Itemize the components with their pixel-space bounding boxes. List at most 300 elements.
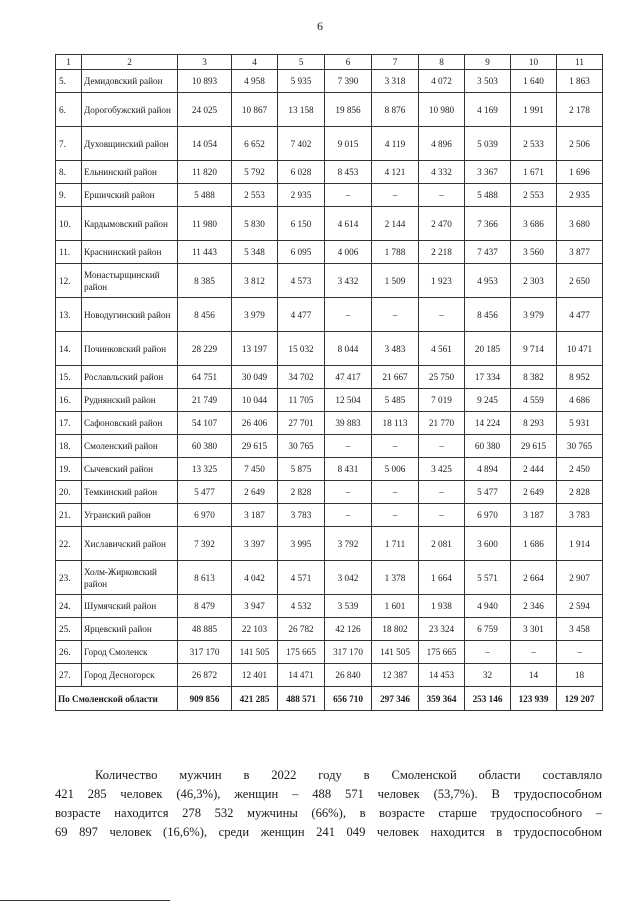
row-number-cell: 24.	[56, 595, 82, 618]
value-cell: –	[325, 435, 372, 458]
value-cell: 4 332	[419, 161, 465, 184]
table-row	[56, 93, 603, 127]
value-cell: 2 650	[557, 264, 603, 298]
value-cell: 12 504	[325, 389, 372, 412]
row-number-cell: 20.	[56, 481, 82, 504]
value-cell: 4 573	[278, 264, 325, 298]
total-cell: 488 571	[278, 687, 325, 711]
table-row	[56, 241, 603, 264]
value-cell: 29 615	[232, 435, 278, 458]
value-cell: 25 750	[419, 366, 465, 389]
district-name-cell: Город Смоленск	[82, 641, 178, 664]
value-cell: 4 072	[419, 70, 465, 93]
value-cell: –	[419, 184, 465, 207]
column-header: 6	[325, 55, 372, 70]
value-cell: 4 119	[372, 127, 419, 161]
row-number-cell: 19.	[56, 458, 82, 481]
value-cell: 6 028	[278, 161, 325, 184]
district-name-cell: Шумячский район	[82, 595, 178, 618]
row-number-cell: 7.	[56, 127, 82, 161]
value-cell: 7 019	[419, 389, 465, 412]
value-cell: 175 665	[278, 641, 325, 664]
total-row	[56, 687, 603, 711]
value-cell: 7 366	[465, 207, 511, 241]
total-cell: 297 346	[372, 687, 419, 711]
value-cell: 32	[465, 664, 511, 687]
value-cell: 2 664	[511, 561, 557, 595]
district-name-cell: Ярцевский район	[82, 618, 178, 641]
row-number-cell: 26.	[56, 641, 82, 664]
value-cell: 8 876	[372, 93, 419, 127]
row-number-cell: 12.	[56, 264, 82, 298]
value-cell: 13 197	[232, 332, 278, 366]
value-cell: 3 979	[232, 298, 278, 332]
value-cell: 2 553	[232, 184, 278, 207]
value-cell: 8 382	[511, 366, 557, 389]
value-cell: 11 820	[178, 161, 232, 184]
value-cell: 3 503	[465, 70, 511, 93]
row-number-cell: 15.	[56, 366, 82, 389]
table-row	[56, 527, 603, 561]
value-cell: 18 802	[372, 618, 419, 641]
value-cell: 5 571	[465, 561, 511, 595]
value-cell: 18	[557, 664, 603, 687]
value-cell: 2 450	[557, 458, 603, 481]
value-cell: 22 103	[232, 618, 278, 641]
value-cell: –	[419, 435, 465, 458]
value-cell: 5 792	[232, 161, 278, 184]
value-cell: 2 506	[557, 127, 603, 161]
value-cell: 24 025	[178, 93, 232, 127]
district-name-cell: Сычевский район	[82, 458, 178, 481]
value-cell: 21 770	[419, 412, 465, 435]
value-cell: 2 649	[511, 481, 557, 504]
value-cell: 3 783	[557, 504, 603, 527]
value-cell: 8 479	[178, 595, 232, 618]
table-header-row	[56, 55, 603, 70]
district-name-cell: Кардымовский район	[82, 207, 178, 241]
value-cell: 3 187	[511, 504, 557, 527]
paragraph-line: Количество мужчин в 2022 году в Смоленской области составляло	[95, 768, 602, 782]
value-cell: 4 477	[557, 298, 603, 332]
district-name-cell: Угранский район	[82, 504, 178, 527]
row-number-cell: 21.	[56, 504, 82, 527]
value-cell: 2 907	[557, 561, 603, 595]
table-row	[56, 664, 603, 687]
table-row	[56, 264, 603, 298]
column-header: 5	[278, 55, 325, 70]
row-number-cell: 5.	[56, 70, 82, 93]
district-name-cell: Духовщинский район	[82, 127, 178, 161]
table-row	[56, 389, 603, 412]
row-number-cell: 13.	[56, 298, 82, 332]
value-cell: 8 385	[178, 264, 232, 298]
value-cell: 3 425	[419, 458, 465, 481]
value-cell: 3 812	[232, 264, 278, 298]
value-cell: 2 144	[372, 207, 419, 241]
district-name-cell: Ельнинский район	[82, 161, 178, 184]
district-name-cell: Смоленский район	[82, 435, 178, 458]
value-cell: 4 571	[278, 561, 325, 595]
column-header: 11	[557, 55, 603, 70]
table-row	[56, 595, 603, 618]
value-cell: 4 477	[278, 298, 325, 332]
column-header: 7	[372, 55, 419, 70]
value-cell: 317 170	[178, 641, 232, 664]
row-number-cell: 22.	[56, 527, 82, 561]
value-cell: 14 054	[178, 127, 232, 161]
value-cell: 9 714	[511, 332, 557, 366]
value-cell: 6 150	[278, 207, 325, 241]
value-cell: 21 749	[178, 389, 232, 412]
paragraph-line: 421 285 человек (46,3%), женщин – 488 571 человек (53,7%). В трудоспособном	[55, 787, 602, 801]
page-number: 6	[317, 19, 323, 33]
row-number-cell: 9.	[56, 184, 82, 207]
value-cell: 3 397	[232, 527, 278, 561]
row-number-cell: 25.	[56, 618, 82, 641]
value-cell: 19 856	[325, 93, 372, 127]
value-cell: 2 533	[511, 127, 557, 161]
value-cell: 3 995	[278, 527, 325, 561]
value-cell: 7 390	[325, 70, 372, 93]
value-cell: 26 840	[325, 664, 372, 687]
value-cell: 4 894	[465, 458, 511, 481]
value-cell: 3 367	[465, 161, 511, 184]
value-cell: –	[419, 504, 465, 527]
table-row	[56, 298, 603, 332]
value-cell: 4 940	[465, 595, 511, 618]
value-cell: 2 828	[278, 481, 325, 504]
column-header: 10	[511, 55, 557, 70]
value-cell: 1 671	[511, 161, 557, 184]
value-cell: 12 401	[232, 664, 278, 687]
value-cell: 9 245	[465, 389, 511, 412]
value-cell: 1 863	[557, 70, 603, 93]
value-cell: 3 600	[465, 527, 511, 561]
value-cell: 3 686	[511, 207, 557, 241]
value-cell: 7 402	[278, 127, 325, 161]
value-cell: 3 783	[278, 504, 325, 527]
value-cell: 1 686	[511, 527, 557, 561]
total-cell: 129 207	[557, 687, 603, 711]
value-cell: 26 872	[178, 664, 232, 687]
column-header: 3	[178, 55, 232, 70]
district-name-cell: Починковский район	[82, 332, 178, 366]
row-number-cell: 6.	[56, 93, 82, 127]
district-name-cell: Краснинский район	[82, 241, 178, 264]
value-cell: 2 081	[419, 527, 465, 561]
value-cell: –	[419, 298, 465, 332]
value-cell: 13 158	[278, 93, 325, 127]
value-cell: 2 303	[511, 264, 557, 298]
district-name-cell: Темкинский район	[82, 481, 178, 504]
value-cell: 48 885	[178, 618, 232, 641]
value-cell: 1 509	[372, 264, 419, 298]
value-cell: 2 935	[278, 184, 325, 207]
value-cell: 30 765	[557, 435, 603, 458]
value-cell: 1 938	[419, 595, 465, 618]
value-cell: 1 923	[419, 264, 465, 298]
value-cell: 2 553	[511, 184, 557, 207]
value-cell: 26 782	[278, 618, 325, 641]
value-cell: 10 867	[232, 93, 278, 127]
value-cell: 3 560	[511, 241, 557, 264]
value-cell: 11 980	[178, 207, 232, 241]
value-cell: 21 667	[372, 366, 419, 389]
value-cell: 6 095	[278, 241, 325, 264]
value-cell: 1 640	[511, 70, 557, 93]
value-cell: 7 392	[178, 527, 232, 561]
table-row	[56, 207, 603, 241]
value-cell: –	[372, 435, 419, 458]
value-cell: 5 477	[178, 481, 232, 504]
value-cell: –	[557, 641, 603, 664]
value-cell: 9 015	[325, 127, 372, 161]
row-number-cell: 16.	[56, 389, 82, 412]
value-cell: 3 432	[325, 264, 372, 298]
value-cell: –	[372, 481, 419, 504]
row-number-cell: 11.	[56, 241, 82, 264]
value-cell: 26 406	[232, 412, 278, 435]
value-cell: 42 126	[325, 618, 372, 641]
column-header: 2	[82, 55, 178, 70]
value-cell: 2 178	[557, 93, 603, 127]
value-cell: 2 594	[557, 595, 603, 618]
value-cell: 7 450	[232, 458, 278, 481]
table-row	[56, 332, 603, 366]
value-cell: 7 437	[465, 241, 511, 264]
table-row	[56, 641, 603, 664]
value-cell: –	[372, 504, 419, 527]
value-cell: –	[372, 298, 419, 332]
value-cell: 23 324	[419, 618, 465, 641]
value-cell: 1 788	[372, 241, 419, 264]
district-name-cell: Хиславичский район	[82, 527, 178, 561]
value-cell: 28 229	[178, 332, 232, 366]
value-cell: 5 477	[465, 481, 511, 504]
value-cell: 2 649	[232, 481, 278, 504]
value-cell: 54 107	[178, 412, 232, 435]
value-cell: 317 170	[325, 641, 372, 664]
value-cell: 4 042	[232, 561, 278, 595]
district-name-cell: Руднянский район	[82, 389, 178, 412]
value-cell: –	[465, 641, 511, 664]
total-cell: 253 146	[465, 687, 511, 711]
value-cell: 5 875	[278, 458, 325, 481]
value-cell: 14	[511, 664, 557, 687]
district-name-cell: Ершичский район	[82, 184, 178, 207]
row-number-cell: 17.	[56, 412, 82, 435]
value-cell: 5 485	[372, 389, 419, 412]
table-row	[56, 161, 603, 184]
paragraph-line: 69 897 человек (16,6%), среди женщин 241 049 человек находится в трудоспособном	[55, 825, 602, 839]
value-cell: –	[511, 641, 557, 664]
total-cell: 123 939	[511, 687, 557, 711]
value-cell: 4 614	[325, 207, 372, 241]
value-cell: 10 893	[178, 70, 232, 93]
value-cell: 10 980	[419, 93, 465, 127]
value-cell: 4 121	[372, 161, 419, 184]
value-cell: 30 765	[278, 435, 325, 458]
value-cell: 4 532	[278, 595, 325, 618]
value-cell: 12 387	[372, 664, 419, 687]
column-header: 8	[419, 55, 465, 70]
value-cell: 5 935	[278, 70, 325, 93]
value-cell: 13 325	[178, 458, 232, 481]
value-cell: 17 334	[465, 366, 511, 389]
value-cell: 5 830	[232, 207, 278, 241]
value-cell: 4 686	[557, 389, 603, 412]
table-row	[56, 127, 603, 161]
table-row	[56, 458, 603, 481]
paragraph-line: возрасте находится 278 532 мужчины (66%), в возрасте старше трудоспособного –	[55, 806, 602, 820]
value-cell: 4 561	[419, 332, 465, 366]
value-cell: 3 539	[325, 595, 372, 618]
value-cell: 1 664	[419, 561, 465, 595]
column-header: 4	[232, 55, 278, 70]
value-cell: 8 456	[465, 298, 511, 332]
value-cell: –	[325, 184, 372, 207]
table-row	[56, 184, 603, 207]
value-cell: 3 042	[325, 561, 372, 595]
value-cell: 1 991	[511, 93, 557, 127]
total-cell: 421 285	[232, 687, 278, 711]
table-row	[56, 561, 603, 595]
value-cell: 141 505	[232, 641, 278, 664]
value-cell: 3 979	[511, 298, 557, 332]
district-name-cell: Рославльский район	[82, 366, 178, 389]
value-cell: 1 378	[372, 561, 419, 595]
value-cell: 5 488	[465, 184, 511, 207]
row-number-cell: 27.	[56, 664, 82, 687]
column-header: 9	[465, 55, 511, 70]
value-cell: –	[419, 481, 465, 504]
table-row	[56, 412, 603, 435]
value-cell: 18 113	[372, 412, 419, 435]
value-cell: 141 505	[372, 641, 419, 664]
value-cell: 2 828	[557, 481, 603, 504]
row-number-cell: 10.	[56, 207, 82, 241]
table-row	[56, 70, 603, 93]
value-cell: 3 301	[511, 618, 557, 641]
value-cell: 6 970	[178, 504, 232, 527]
value-cell: –	[325, 298, 372, 332]
row-number-cell: 23.	[56, 561, 82, 595]
value-cell: 4 559	[511, 389, 557, 412]
body-paragraph	[55, 766, 602, 842]
value-cell: 3 458	[557, 618, 603, 641]
value-cell: 10 044	[232, 389, 278, 412]
value-cell: 2 935	[557, 184, 603, 207]
value-cell: 8 431	[325, 458, 372, 481]
table-row	[56, 504, 603, 527]
value-cell: 1 696	[557, 161, 603, 184]
value-cell: 34 702	[278, 366, 325, 389]
total-cell: 656 710	[325, 687, 372, 711]
value-cell: –	[325, 481, 372, 504]
row-number-cell: 8.	[56, 161, 82, 184]
value-cell: 5 006	[372, 458, 419, 481]
value-cell: 3 187	[232, 504, 278, 527]
district-name-cell: Монастырщинский район	[82, 264, 178, 298]
district-name-cell: Дорогобужский район	[82, 93, 178, 127]
value-cell: –	[372, 184, 419, 207]
value-cell: 10 471	[557, 332, 603, 366]
value-cell: 60 380	[465, 435, 511, 458]
value-cell: 8 044	[325, 332, 372, 366]
value-cell: 4 169	[465, 93, 511, 127]
value-cell: 3 318	[372, 70, 419, 93]
value-cell: 6 652	[232, 127, 278, 161]
value-cell: 3 877	[557, 241, 603, 264]
footnote-rule	[0, 900, 170, 901]
value-cell: 47 417	[325, 366, 372, 389]
value-cell: 3 680	[557, 207, 603, 241]
value-cell: 3 483	[372, 332, 419, 366]
value-cell: 8 453	[325, 161, 372, 184]
district-name-cell: Новодугинский район	[82, 298, 178, 332]
value-cell: 3 792	[325, 527, 372, 561]
total-label: По Смоленской области	[56, 687, 178, 711]
value-cell: 6 970	[465, 504, 511, 527]
table-row	[56, 435, 603, 458]
value-cell: 11 443	[178, 241, 232, 264]
total-cell: 359 364	[419, 687, 465, 711]
value-cell: 8 293	[511, 412, 557, 435]
value-cell: 4 953	[465, 264, 511, 298]
value-cell: 14 224	[465, 412, 511, 435]
population-table	[55, 54, 603, 711]
value-cell: 4 958	[232, 70, 278, 93]
value-cell: 20 185	[465, 332, 511, 366]
value-cell: 2 444	[511, 458, 557, 481]
district-name-cell: Сафоновский район	[82, 412, 178, 435]
value-cell: 2 470	[419, 207, 465, 241]
table-row	[56, 366, 603, 389]
value-cell: 175 665	[419, 641, 465, 664]
value-cell: 14 453	[419, 664, 465, 687]
table-row	[56, 618, 603, 641]
value-cell: 8 613	[178, 561, 232, 595]
table-row	[56, 481, 603, 504]
value-cell: 11 705	[278, 389, 325, 412]
value-cell: 5 488	[178, 184, 232, 207]
value-cell: –	[325, 504, 372, 527]
value-cell: 14 471	[278, 664, 325, 687]
value-cell: 8 952	[557, 366, 603, 389]
row-number-cell: 14.	[56, 332, 82, 366]
district-name-cell: Холм-Жирковский район	[82, 561, 178, 595]
value-cell: 27 701	[278, 412, 325, 435]
value-cell: 4 006	[325, 241, 372, 264]
value-cell: 2 218	[419, 241, 465, 264]
value-cell: 1 601	[372, 595, 419, 618]
value-cell: 29 615	[511, 435, 557, 458]
value-cell: 2 346	[511, 595, 557, 618]
district-name-cell: Город Десногорск	[82, 664, 178, 687]
row-number-cell: 18.	[56, 435, 82, 458]
value-cell: 1 711	[372, 527, 419, 561]
value-cell: 5 039	[465, 127, 511, 161]
value-cell: 8 456	[178, 298, 232, 332]
district-name-cell: Демидовский район	[82, 70, 178, 93]
value-cell: 15 032	[278, 332, 325, 366]
value-cell: 3 947	[232, 595, 278, 618]
column-header: 1	[56, 55, 82, 70]
value-cell: 39 883	[325, 412, 372, 435]
value-cell: 4 896	[419, 127, 465, 161]
value-cell: 5 348	[232, 241, 278, 264]
